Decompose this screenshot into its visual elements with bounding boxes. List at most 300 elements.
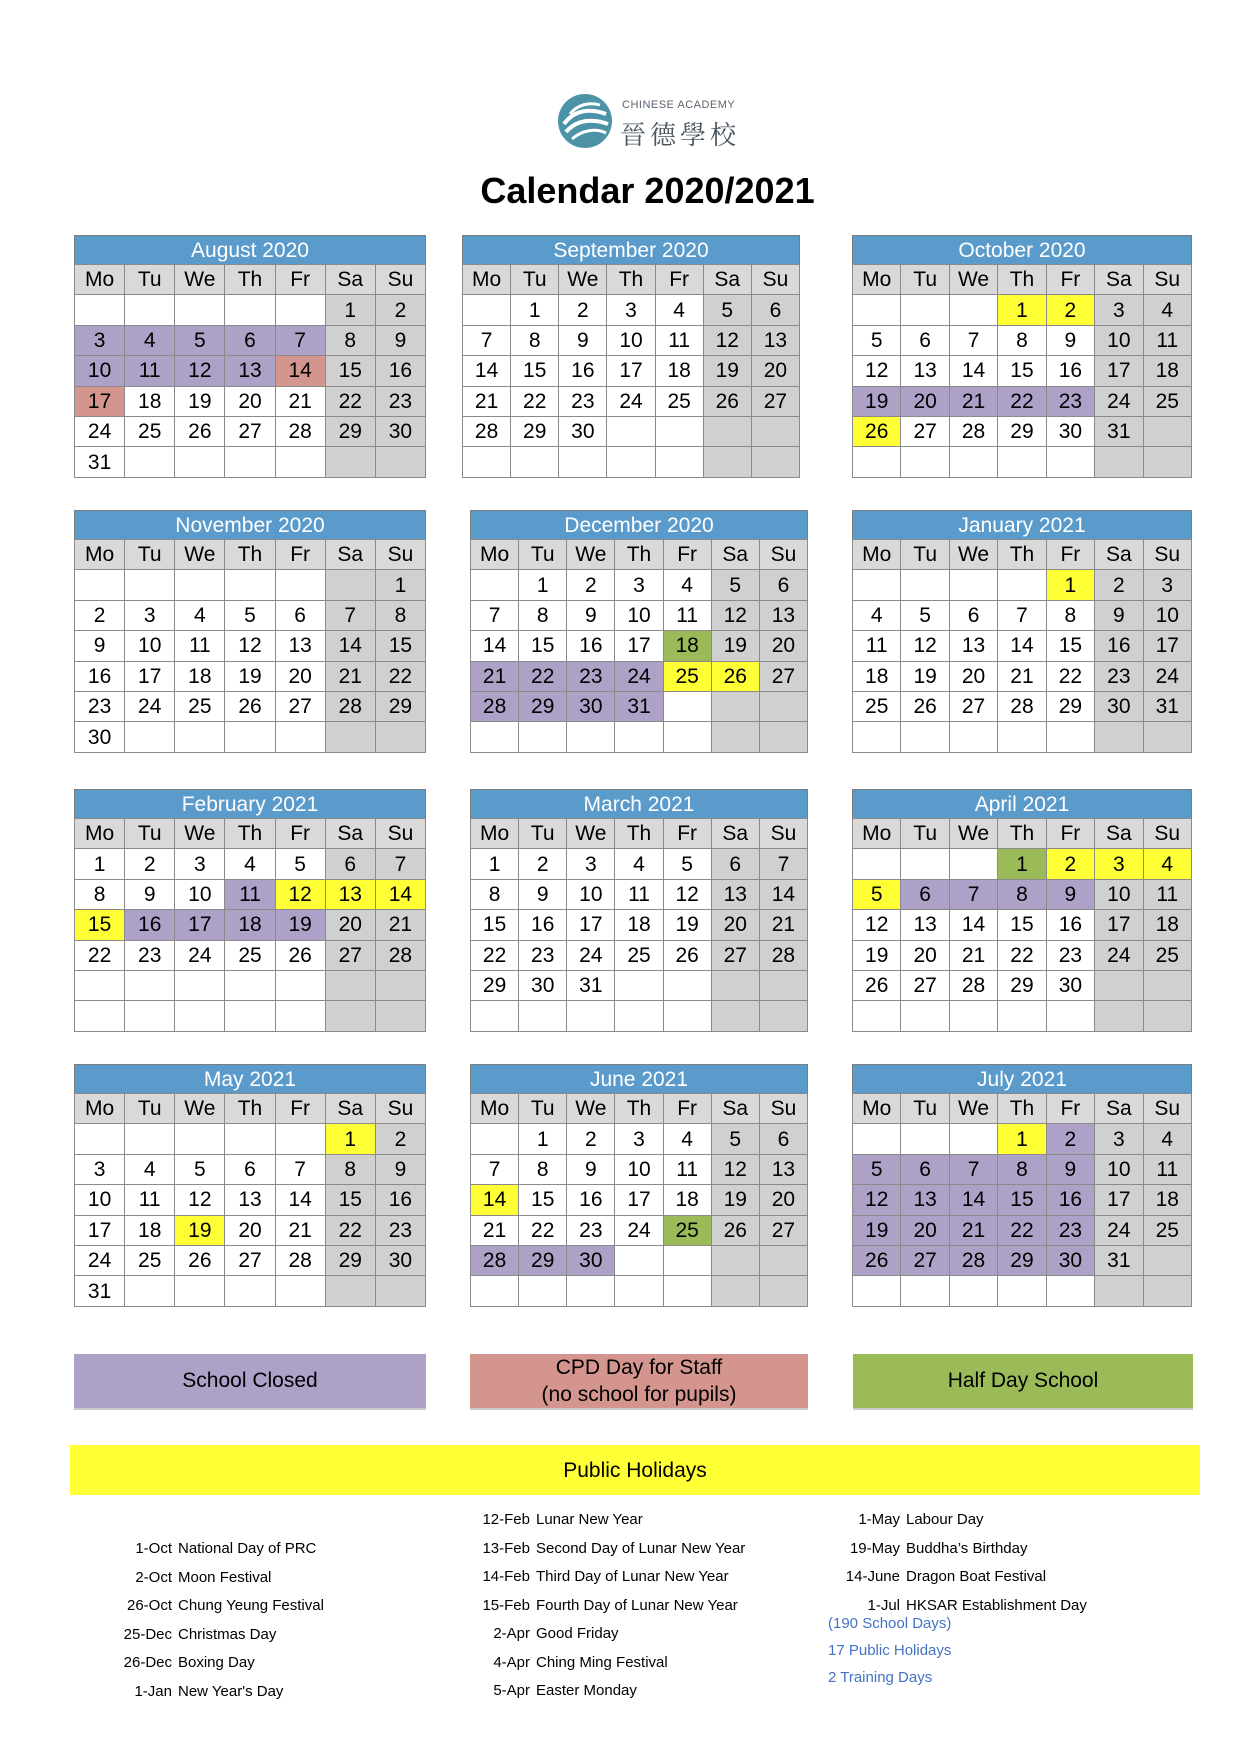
- public-holidays-title: Public Holidays: [563, 1459, 707, 1482]
- holiday-item: [110, 1568, 271, 1588]
- weekday-header: Sa: [325, 540, 375, 570]
- day-cell: 21: [949, 940, 997, 970]
- empty-cell: [655, 447, 703, 477]
- empty-cell: [853, 722, 901, 752]
- day-cell: 16: [75, 661, 125, 691]
- day-cell: 17: [1143, 631, 1191, 661]
- day-cell: 28: [275, 416, 325, 446]
- day-cell: 30: [375, 416, 425, 446]
- day-cell: 14: [471, 631, 519, 661]
- day-cell: 20: [711, 910, 759, 940]
- day-cell: 16: [1046, 1185, 1094, 1215]
- empty-cell: [375, 722, 425, 752]
- day-cell: 28: [949, 1245, 997, 1275]
- weekday-header: Fr: [663, 819, 711, 849]
- weekday-header: Su: [759, 1094, 807, 1124]
- day-cell: 11: [1143, 879, 1191, 909]
- day-cell: 13: [325, 879, 375, 909]
- legend-school-closed: [74, 1354, 426, 1410]
- day-cell: 18: [125, 386, 175, 416]
- week-row: [853, 1124, 1192, 1154]
- week-row: [75, 1124, 426, 1154]
- day-cell: 9: [1046, 1154, 1094, 1184]
- day-cell: 26: [901, 691, 949, 721]
- day-cell: 21: [471, 1215, 519, 1245]
- day-cell: 7: [949, 879, 997, 909]
- weekday-header: Su: [1143, 819, 1191, 849]
- day-cell: 6: [325, 849, 375, 879]
- empty-cell: [663, 691, 711, 721]
- empty-cell: [1143, 970, 1191, 1000]
- empty-cell: [663, 1245, 711, 1275]
- weekday-header: Mo: [471, 1094, 519, 1124]
- empty-cell: [125, 970, 175, 1000]
- week-row: [853, 722, 1192, 752]
- day-cell: 3: [1143, 570, 1191, 600]
- holiday-date: 5-Apr: [493, 1682, 530, 1699]
- holiday-name: National Day of PRC: [178, 1540, 317, 1557]
- day-cell: 11: [1143, 1154, 1191, 1184]
- day-cell: 23: [519, 940, 567, 970]
- legend-cpd-line1: CPD Day for Staff: [555, 1356, 723, 1379]
- week-row: [853, 295, 1192, 325]
- day-cell: 9: [75, 631, 125, 661]
- holiday-date: 19-May: [849, 1539, 900, 1557]
- empty-cell: [225, 447, 275, 477]
- day-cell: 21: [463, 386, 511, 416]
- day-cell: 23: [1046, 1215, 1094, 1245]
- empty-cell: [275, 570, 325, 600]
- day-cell: 27: [901, 416, 949, 446]
- weekday-header: Mo: [853, 819, 901, 849]
- day-cell: 14: [275, 1185, 325, 1215]
- day-cell: 30: [519, 970, 567, 1000]
- empty-cell: [615, 722, 663, 752]
- day-cell: 27: [759, 1215, 807, 1245]
- day-cell: 22: [511, 386, 559, 416]
- weekday-header: Mo: [853, 540, 901, 570]
- day-cell: 5: [853, 1154, 901, 1184]
- week-row: [75, 940, 426, 970]
- day-cell: 14: [375, 879, 425, 909]
- day-cell: 6: [901, 879, 949, 909]
- day-cell: 8: [519, 1154, 567, 1184]
- day-cell: 14: [949, 356, 997, 386]
- day-cell: 11: [663, 1154, 711, 1184]
- empty-cell: [175, 295, 225, 325]
- empty-cell: [711, 1001, 759, 1031]
- empty-cell: [175, 722, 225, 752]
- empty-cell: [225, 1001, 275, 1031]
- day-cell: 25: [655, 386, 703, 416]
- day-cell: 8: [75, 879, 125, 909]
- day-cell: 11: [175, 631, 225, 661]
- week-row: [853, 1245, 1192, 1275]
- day-cell: 20: [901, 386, 949, 416]
- holiday-name: Easter Monday: [536, 1682, 637, 1699]
- holiday-item: [110, 1596, 324, 1616]
- day-cell: 1: [998, 1124, 1046, 1154]
- week-row: [853, 940, 1192, 970]
- weekday-header: Su: [1143, 265, 1191, 295]
- empty-cell: [375, 1001, 425, 1031]
- day-cell: 12: [663, 879, 711, 909]
- week-row: [853, 910, 1192, 940]
- day-cell: 12: [225, 631, 275, 661]
- week-row: [853, 1185, 1192, 1215]
- day-cell: 9: [567, 1154, 615, 1184]
- month-table: [74, 818, 426, 1032]
- day-cell: 21: [471, 661, 519, 691]
- week-row: [853, 416, 1192, 446]
- empty-cell: [853, 1276, 901, 1306]
- weekday-header: Sa: [325, 265, 375, 295]
- holiday-date: 26-Dec: [123, 1654, 172, 1671]
- day-cell: 25: [1143, 1215, 1191, 1245]
- day-cell: 27: [901, 970, 949, 1000]
- empty-cell: [125, 722, 175, 752]
- weekday-header: Th: [615, 1094, 663, 1124]
- day-cell: 5: [225, 600, 275, 630]
- week-row: [471, 631, 808, 661]
- day-cell: 1: [519, 570, 567, 600]
- weekday-header: Su: [375, 1094, 425, 1124]
- day-cell: 16: [1046, 910, 1094, 940]
- month-title: October 2020: [852, 235, 1192, 264]
- day-cell: 1: [75, 849, 125, 879]
- day-cell: 2: [567, 570, 615, 600]
- holiday-item: [110, 1653, 255, 1673]
- day-cell: 21: [275, 386, 325, 416]
- holiday-name: Dragon Boat Festival: [906, 1568, 1047, 1585]
- week-row: [471, 1154, 808, 1184]
- weekday-header: Mo: [853, 1094, 901, 1124]
- empty-cell: [759, 722, 807, 752]
- weekday-header: Fr: [1046, 540, 1094, 570]
- day-cell: 2: [1095, 570, 1143, 600]
- legend-cpd-day: [470, 1354, 808, 1410]
- day-cell: 31: [1143, 691, 1191, 721]
- day-cell: 4: [125, 325, 175, 355]
- week-row: [853, 879, 1192, 909]
- day-cell: 29: [519, 1245, 567, 1275]
- day-cell: 30: [375, 1245, 425, 1275]
- day-cell: 22: [471, 940, 519, 970]
- empty-cell: [275, 295, 325, 325]
- empty-cell: [949, 1276, 997, 1306]
- week-row: [75, 570, 426, 600]
- day-cell: 23: [567, 1215, 615, 1245]
- week-row: [463, 356, 800, 386]
- empty-cell: [1095, 447, 1143, 477]
- day-cell: 9: [559, 325, 607, 355]
- month-1: [462, 235, 800, 478]
- day-cell: 18: [1143, 1185, 1191, 1215]
- week-row: [75, 661, 426, 691]
- day-cell: 12: [901, 631, 949, 661]
- day-cell: 6: [759, 1124, 807, 1154]
- day-cell: 13: [901, 910, 949, 940]
- day-cell: 11: [1143, 325, 1191, 355]
- day-cell: 7: [471, 1154, 519, 1184]
- empty-cell: [949, 447, 997, 477]
- day-cell: 28: [471, 691, 519, 721]
- month-title: December 2020: [470, 510, 808, 539]
- day-cell: 17: [615, 631, 663, 661]
- public-holidays-count: 17 Public Holidays: [828, 1642, 952, 1659]
- holiday-name: Moon Festival: [178, 1568, 272, 1586]
- day-cell: 17: [175, 910, 225, 940]
- day-cell: 20: [275, 661, 325, 691]
- week-row: [853, 691, 1192, 721]
- empty-cell: [759, 970, 807, 1000]
- empty-cell: [1046, 1276, 1094, 1306]
- day-cell: 3: [1095, 1124, 1143, 1154]
- weekday-header: Sa: [1095, 819, 1143, 849]
- day-cell: 7: [471, 600, 519, 630]
- weekday-header: Su: [375, 540, 425, 570]
- day-cell: 12: [853, 1185, 901, 1215]
- day-cell: 25: [663, 1215, 711, 1245]
- empty-cell: [949, 295, 997, 325]
- day-cell: 30: [1046, 416, 1094, 446]
- empty-cell: [567, 1001, 615, 1031]
- day-cell: 9: [375, 325, 425, 355]
- day-cell: 13: [949, 631, 997, 661]
- day-cell: 8: [325, 325, 375, 355]
- empty-cell: [901, 1001, 949, 1031]
- day-cell: 18: [225, 910, 275, 940]
- week-row: [853, 600, 1192, 630]
- empty-cell: [853, 849, 901, 879]
- day-cell: 23: [375, 1215, 425, 1245]
- page-title: [0, 170, 1239, 212]
- day-cell: 28: [998, 691, 1046, 721]
- weekday-header: Th: [225, 265, 275, 295]
- day-cell: 30: [1046, 970, 1094, 1000]
- day-cell: 9: [375, 1154, 425, 1184]
- day-cell: 10: [1095, 325, 1143, 355]
- holiday-item: [460, 1681, 637, 1701]
- weekday-header: Su: [1143, 1094, 1191, 1124]
- weekday-header: We: [567, 540, 615, 570]
- day-cell: 26: [711, 661, 759, 691]
- weekday-header: Sa: [1095, 1094, 1143, 1124]
- day-cell: 8: [998, 1154, 1046, 1184]
- month-title: January 2021: [852, 510, 1192, 539]
- week-row: [471, 722, 808, 752]
- weekday-header: Th: [225, 1094, 275, 1124]
- empty-cell: [325, 1001, 375, 1031]
- weekday-header: Fr: [663, 540, 711, 570]
- holiday-date: 15-Feb: [482, 1596, 530, 1614]
- weekday-header: We: [949, 1094, 997, 1124]
- day-cell: 26: [853, 970, 901, 1000]
- day-cell: 10: [1143, 600, 1191, 630]
- empty-cell: [175, 447, 225, 477]
- empty-cell: [759, 1276, 807, 1306]
- week-row: [471, 600, 808, 630]
- day-cell: 16: [1046, 356, 1094, 386]
- month-3: [74, 510, 426, 753]
- day-cell: 26: [711, 1215, 759, 1245]
- day-cell: 23: [375, 386, 425, 416]
- day-cell: 11: [853, 631, 901, 661]
- holiday-date: 1-May: [858, 1511, 900, 1528]
- weekday-header: Tu: [519, 1094, 567, 1124]
- month-title: November 2020: [74, 510, 426, 539]
- empty-cell: [949, 1124, 997, 1154]
- holiday-item: [826, 1567, 1046, 1587]
- day-cell: 31: [615, 691, 663, 721]
- week-row: [853, 1276, 1192, 1306]
- day-cell: 10: [615, 600, 663, 630]
- day-cell: 1: [1046, 570, 1094, 600]
- day-cell: 16: [559, 356, 607, 386]
- weekday-header: Tu: [125, 1094, 175, 1124]
- empty-cell: [853, 295, 901, 325]
- week-row: [471, 940, 808, 970]
- day-cell: 20: [759, 631, 807, 661]
- day-cell: 3: [615, 1124, 663, 1154]
- day-cell: 21: [949, 386, 997, 416]
- holiday-name: Second Day of Lunar New Year: [536, 1539, 746, 1557]
- empty-cell: [1143, 1001, 1191, 1031]
- week-row: [75, 1001, 426, 1031]
- day-cell: 18: [1143, 910, 1191, 940]
- weekday-header: Mo: [75, 540, 125, 570]
- day-cell: 5: [663, 849, 711, 879]
- day-cell: 28: [325, 691, 375, 721]
- day-cell: 15: [471, 910, 519, 940]
- month-table: [852, 264, 1192, 478]
- empty-cell: [901, 849, 949, 879]
- weekday-header: Th: [998, 540, 1046, 570]
- weekday-header: Mo: [75, 1094, 125, 1124]
- weekday-header: Mo: [75, 819, 125, 849]
- day-cell: 27: [901, 1245, 949, 1275]
- day-cell: 24: [75, 1245, 125, 1275]
- holiday-item: [110, 1539, 316, 1559]
- empty-cell: [75, 295, 125, 325]
- day-cell: 27: [275, 691, 325, 721]
- day-cell: 25: [853, 691, 901, 721]
- day-cell: 4: [1143, 849, 1191, 879]
- day-cell: 22: [325, 386, 375, 416]
- day-cell: 1: [325, 295, 375, 325]
- day-cell: 15: [325, 356, 375, 386]
- day-cell: 6: [225, 325, 275, 355]
- week-row: [471, 1215, 808, 1245]
- day-cell: 19: [853, 386, 901, 416]
- empty-cell: [1095, 1001, 1143, 1031]
- empty-cell: [75, 570, 125, 600]
- day-cell: 16: [567, 631, 615, 661]
- empty-cell: [325, 970, 375, 1000]
- month-table: [470, 1093, 808, 1307]
- day-cell: 18: [663, 631, 711, 661]
- day-cell: 1: [325, 1124, 375, 1154]
- day-cell: 2: [559, 295, 607, 325]
- day-cell: 23: [75, 691, 125, 721]
- empty-cell: [998, 722, 1046, 752]
- empty-cell: [751, 416, 799, 446]
- empty-cell: [325, 447, 375, 477]
- day-cell: 28: [375, 940, 425, 970]
- month-table: [470, 539, 808, 753]
- weekday-header: Fr: [275, 265, 325, 295]
- day-cell: 2: [1046, 849, 1094, 879]
- day-cell: 4: [1143, 295, 1191, 325]
- day-cell: 2: [375, 1124, 425, 1154]
- empty-cell: [663, 1276, 711, 1306]
- day-cell: 31: [75, 447, 125, 477]
- holiday-name: Third Day of Lunar New Year: [536, 1568, 729, 1585]
- week-row: [463, 295, 800, 325]
- day-cell: 22: [998, 386, 1046, 416]
- empty-cell: [615, 970, 663, 1000]
- day-cell: 3: [567, 849, 615, 879]
- holiday-item: [110, 1682, 283, 1702]
- weekday-header: We: [567, 1094, 615, 1124]
- holiday-item: [826, 1510, 984, 1530]
- day-cell: 4: [175, 600, 225, 630]
- day-cell: 5: [175, 325, 225, 355]
- day-cell: 24: [125, 691, 175, 721]
- empty-cell: [175, 1124, 225, 1154]
- holiday-item: [826, 1539, 1027, 1559]
- day-cell: 16: [567, 1185, 615, 1215]
- public-holidays-header: [70, 1445, 1200, 1495]
- empty-cell: [901, 295, 949, 325]
- day-cell: 23: [1095, 661, 1143, 691]
- holiday-date: 1-Jan: [134, 1682, 172, 1700]
- month-0: [74, 235, 426, 478]
- day-cell: 17: [1095, 910, 1143, 940]
- day-cell: 17: [567, 910, 615, 940]
- day-cell: 28: [463, 416, 511, 446]
- day-cell: 6: [759, 570, 807, 600]
- week-row: [471, 1276, 808, 1306]
- month-table: [852, 539, 1192, 753]
- day-cell: 29: [519, 691, 567, 721]
- day-cell: 30: [1046, 1245, 1094, 1275]
- day-cell: 24: [615, 661, 663, 691]
- week-row: [471, 691, 808, 721]
- day-cell: 24: [615, 1215, 663, 1245]
- weekday-header: We: [949, 540, 997, 570]
- day-cell: 8: [511, 325, 559, 355]
- holiday-item: [460, 1653, 668, 1673]
- month-table: [462, 264, 800, 478]
- school-days-count: (190 School Days): [828, 1615, 952, 1632]
- day-cell: 25: [663, 661, 711, 691]
- day-cell: 9: [1046, 879, 1094, 909]
- legend-cpd-line2: (no school for pupils): [541, 1383, 737, 1406]
- day-cell: 10: [607, 325, 655, 355]
- day-cell: 16: [375, 356, 425, 386]
- day-cell: 13: [751, 325, 799, 355]
- empty-cell: [471, 1276, 519, 1306]
- empty-cell: [949, 1001, 997, 1031]
- month-table: [470, 818, 808, 1032]
- day-cell: 4: [615, 849, 663, 879]
- day-cell: 22: [325, 1215, 375, 1245]
- day-cell: 8: [325, 1154, 375, 1184]
- day-cell: 22: [1046, 661, 1094, 691]
- day-cell: 27: [751, 386, 799, 416]
- day-cell: 29: [375, 691, 425, 721]
